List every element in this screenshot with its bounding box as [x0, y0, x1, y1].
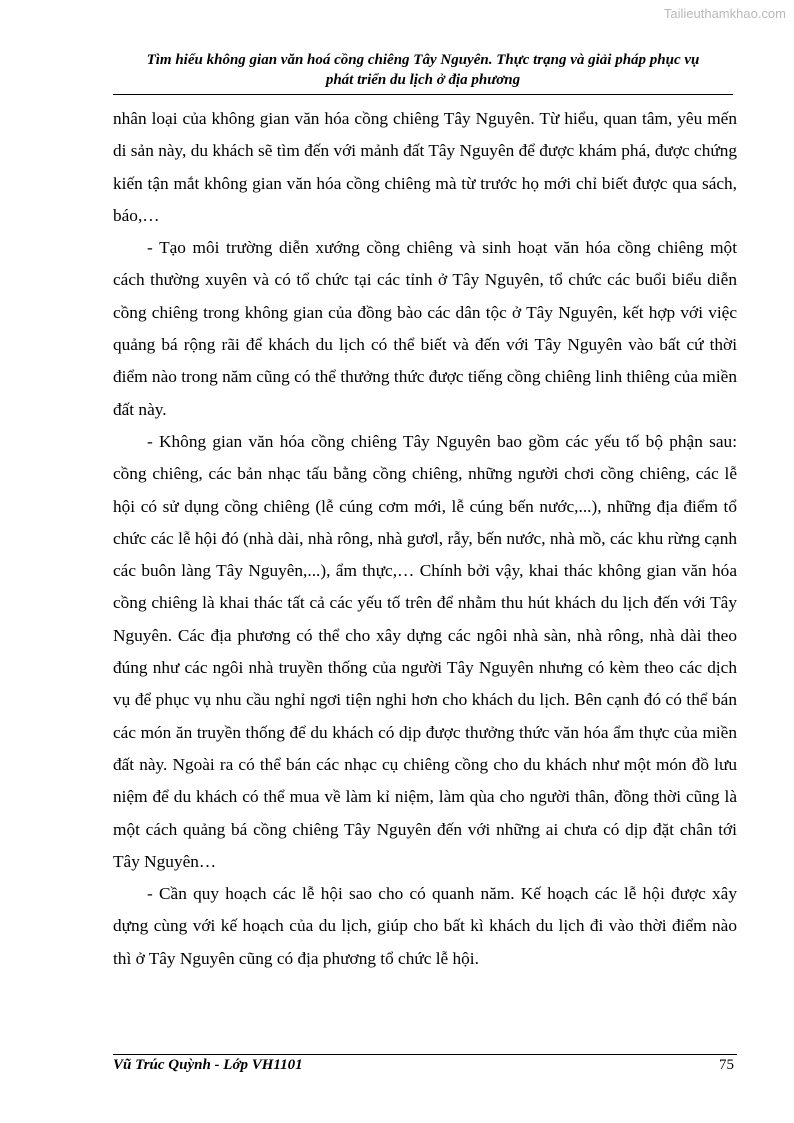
footer-author: Vũ Trúc Quỳnh - Lớp VH1101: [113, 1057, 303, 1073]
paragraph-cultural-space-elements: - Không gian văn hóa cồng chiêng Tây Nguyên bao gồm các yếu tố bộ phận sau: cồng chiêng, các bản nhạc tấu bằng cồng chiêng, những người chơi cồng chiêng, các lễ hội có sử dụng cồng chiêng (lễ cúng cơm mới, lễ cúng bến nước,...), những địa điểm tổ chức các lễ hội đó (nhà dài, nhà rông, nhà gươl, rẫy, bến nước, nhà mồ, các khu rừng cạnh các buôn làng Tây Nguyên,...), ẩm thực,… Chính bởi vậy, khai thác không gian văn hóa cồng chiêng là khai thác tất cả các yếu tố trên để nhằm thu hút khách du lịch đến với Tây Nguyên. Các địa phương có thể cho xây dựng các ngôi nhà sàn, nhà rông, nhà dài theo đúng như các ngôi nhà truyền thống của người Tây Nguyên nhưng có kèm theo các dịch vụ để phục vụ nhu cầu nghỉ ngơi tiện nghi hơn cho khách du lịch. Bên cạnh đó có thể bán các món ăn truyền thống để du khách có dịp được thưởng thức văn hóa ẩm thực của miền đất này. Ngoài ra có thể bán các nhạc cụ chiêng cồng cho du khách như một món đồ lưu niệm để du khách có thể mua về làm kỉ niệm, làm qùa cho người thân, đồng thời cũng là một cách quảng bá cồng chiêng Tây Nguyên đến với những ai chưa có dịp đặt chân tới Tây Nguyên…: [113, 431, 737, 871]
watermark: Tailieuthamkhao.com: [663, 6, 786, 21]
paragraph-continuation: nhân loại của không gian văn hóa cồng chiêng Tây Nguyên. Từ hiểu, quan tâm, yêu mến di sản này, du khách sẽ tìm đến với mảnh đất Tây Nguyên để được khám phá, được chứng kiến tận mắt không gian văn hóa cồng chiêng mà từ trước họ mới chỉ biết được qua sách, báo,…: [113, 109, 737, 225]
footer-divider: [113, 1054, 737, 1055]
paragraph-festival-planning: - Cần quy hoạch các lễ hội sao cho có quanh năm. Kế hoạch các lễ hội được xây dựng cùng với kế hoạch của du lịch, giúp cho bất kì khách du lịch đi vào thời điểm nào thì ở Tây Nguyên cũng có địa phương tổ chức lễ hội.: [113, 884, 737, 968]
body-text: [113, 103, 737, 975]
header-title-line-1: Tìm hiểu không gian văn hoá cồng chiêng Tây Nguyên. Thực trạng và giải pháp phục vụ: [146, 52, 700, 68]
header-divider: [113, 94, 733, 95]
header-title-line-2: phát triển du lịch ở địa phương: [325, 72, 521, 88]
page-header: [113, 50, 733, 90]
paragraph-performance-environment: - Tạo môi trường diễn xướng cồng chiêng và sinh hoạt văn hóa cồng chiêng một cách thường xuyên và có tổ chức tại các tỉnh ở Tây Nguyên, tổ chức các buổi biểu diễn cồng chiêng trong không gian của đồng bào các dân tộc ở Tây Nguyên, kết hợp với việc quảng bá rộng rãi để khách du lịch có thể biết và đến với Tây Nguyên vào bất cứ thời điểm nào trong năm cũng có thể thưởng thức được tiếng cồng chiêng linh thiêng của miền đất này.: [113, 238, 737, 419]
page-number: 75: [719, 1057, 734, 1073]
